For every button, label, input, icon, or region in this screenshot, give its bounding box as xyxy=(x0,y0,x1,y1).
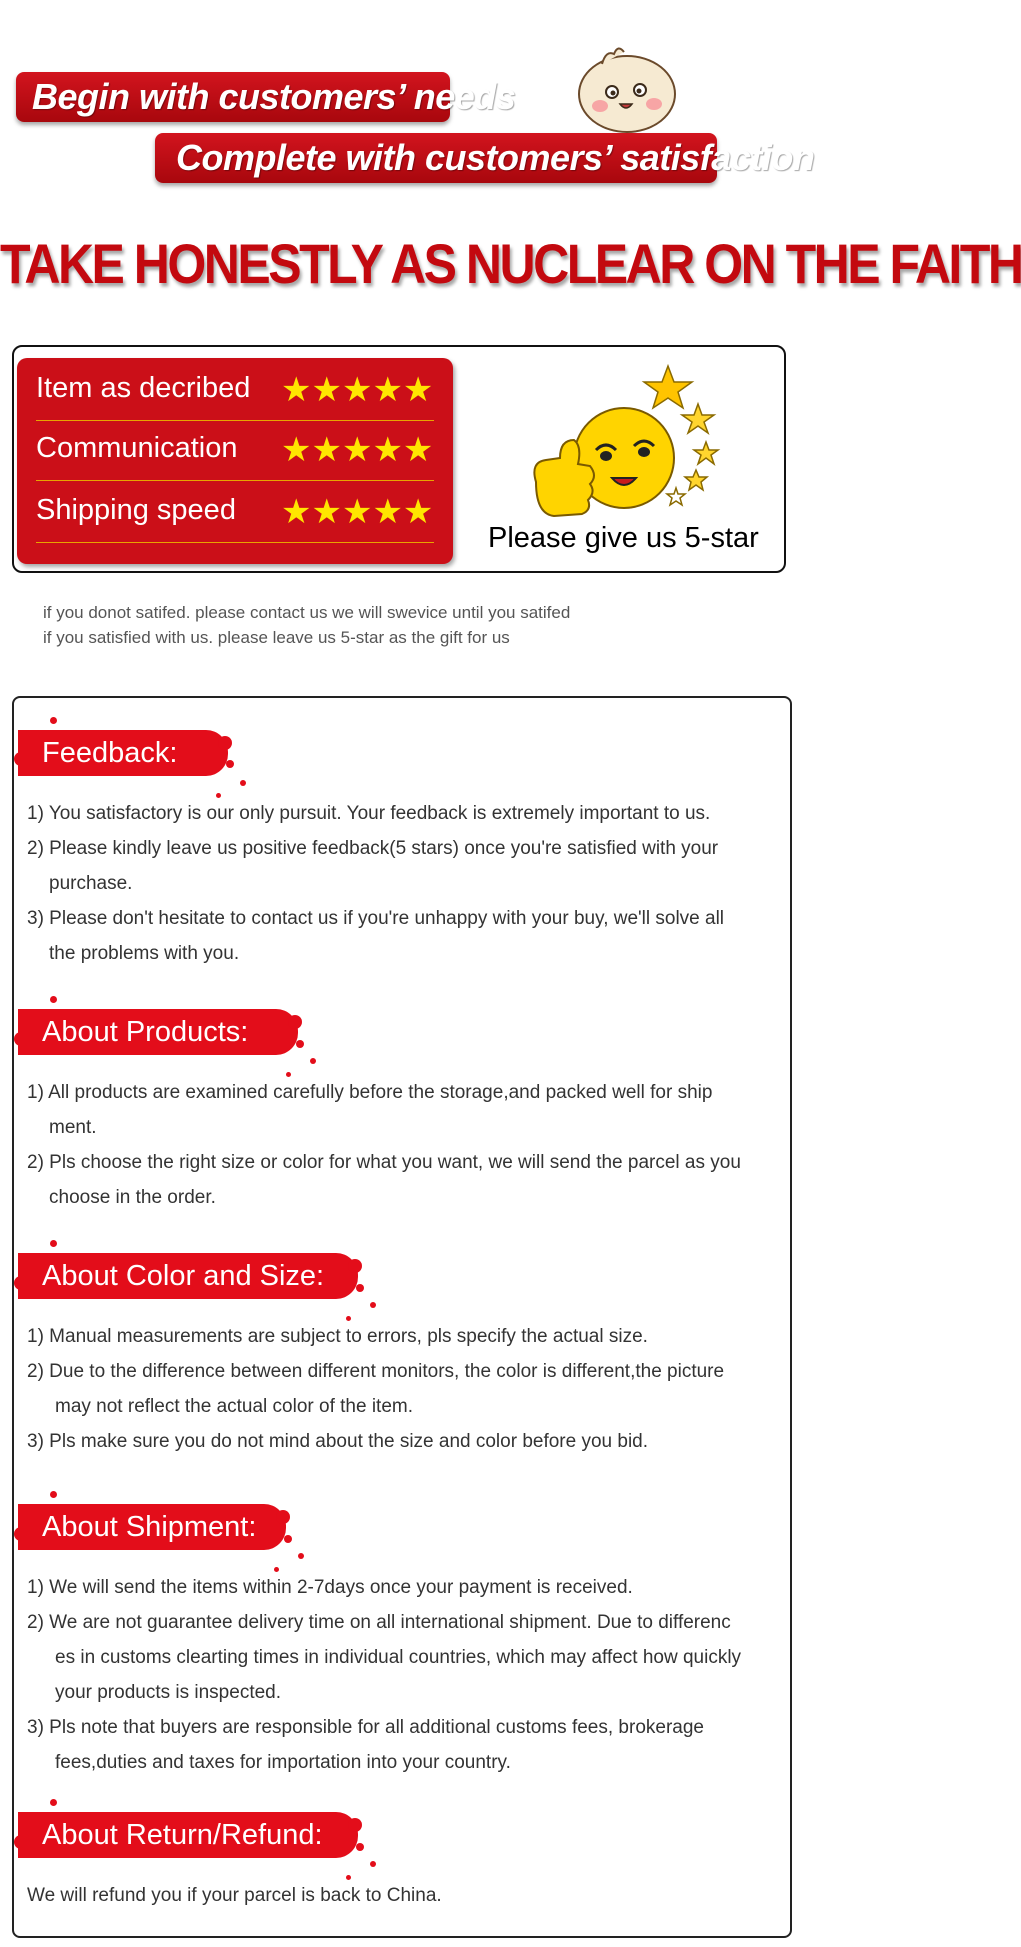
color-size-line: 2) Due to the difference between different monitors, the color is different,the picture xyxy=(27,1361,725,1382)
paint-splat xyxy=(310,1058,316,1064)
feedback-line: the problems with you. xyxy=(49,943,240,964)
feedback-line: purchase. xyxy=(49,873,133,894)
paint-splat xyxy=(274,1567,279,1572)
rating-row-item-described xyxy=(36,362,434,421)
paint-splat xyxy=(288,1015,302,1029)
paint-splat xyxy=(346,1875,351,1880)
banner-customers-needs: Begin with customers’ needs xyxy=(16,72,450,122)
paint-splat xyxy=(370,1861,376,1867)
paint-splat xyxy=(50,1799,57,1806)
feedback-line: 1) You satisfactory is our only pursuit. Your feedback is extremely important to us. xyxy=(27,803,711,824)
paint-splat xyxy=(370,1302,376,1308)
shipment-line: fees,duties and taxes for importation into your country. xyxy=(55,1752,511,1773)
paint-splat xyxy=(50,717,57,724)
paint-splat xyxy=(356,1284,364,1292)
shipment-line: 1) We will send the items within 2-7days once your payment is received. xyxy=(27,1577,633,1598)
star-rating-icon: ★★★★★ xyxy=(281,371,434,409)
rating-row-shipping-speed xyxy=(36,484,434,543)
shipment-line: 2) We are not guarantee delivery time on all international shipment. Due to differenc xyxy=(27,1612,731,1633)
feedback-line: 3) Please don't hesitate to contact us if you're unhappy with your buy, we'll solve all xyxy=(27,908,725,929)
paint-splat xyxy=(346,1316,351,1321)
note-line: if you donot satifed. please contact us we will swevice until you satifed xyxy=(43,603,571,622)
paint-splat xyxy=(348,1259,362,1273)
shipment-line: your products is inspected. xyxy=(55,1682,282,1703)
dumpling-mascot-icon xyxy=(572,42,682,134)
banner-customers-satisfaction: Complete with customers’ satisfaction xyxy=(155,133,717,183)
paint-splat xyxy=(50,1491,57,1498)
rating-label: Item as decribed xyxy=(36,372,251,404)
section-tag-about-products: About Products: xyxy=(18,1009,298,1055)
color-size-line: 3) Pls make sure you do not mind about the size and color before you bid. xyxy=(27,1431,649,1452)
rating-panel xyxy=(17,358,453,564)
paint-splat xyxy=(296,1040,304,1048)
products-line: 1) All products are examined carefully before the storage,and packed well for ship xyxy=(27,1082,713,1103)
paint-splat xyxy=(284,1535,292,1543)
rating-label: Communication xyxy=(36,432,238,464)
thumbs-up-smiley-icon xyxy=(526,360,732,520)
rating-label: Shipping speed xyxy=(36,494,236,526)
paint-splat xyxy=(298,1553,304,1559)
paint-splat xyxy=(356,1843,364,1851)
shipment-line: 3) Pls note that buyers are responsible for all additional customs fees, brokerage xyxy=(27,1717,704,1738)
paint-splat xyxy=(240,780,246,786)
paint-splat xyxy=(348,1818,362,1832)
color-size-line: 1) Manual measurements are subject to errors, pls specify the actual size. xyxy=(27,1326,648,1347)
paint-splat xyxy=(216,793,221,798)
refund-line: We will refund you if your parcel is back to China. xyxy=(27,1885,442,1906)
section-tag-about-shipment: About Shipment: xyxy=(18,1504,286,1550)
paint-splat xyxy=(218,736,232,750)
headline: TAKE HONESTLY AS NUCLEAR ON THE FAITH xyxy=(0,232,1021,296)
products-line: 2) Pls choose the right size or color for what you want, we will send the parcel as you xyxy=(27,1152,741,1173)
paint-splat xyxy=(226,760,234,768)
rating-row-communication xyxy=(36,422,434,481)
color-size-line: may not reflect the actual color of the item. xyxy=(55,1396,414,1417)
section-tag-feedback: Feedback: xyxy=(18,730,228,776)
products-line: choose in the order. xyxy=(49,1187,216,1208)
star-rating-icon: ★★★★★ xyxy=(281,431,434,469)
products-line: ment. xyxy=(49,1117,97,1138)
paint-splat xyxy=(286,1072,291,1077)
section-tag-about-color-size: About Color and Size: xyxy=(18,1253,358,1299)
paint-splat xyxy=(50,1240,57,1247)
paint-splat xyxy=(276,1510,290,1524)
star-rating-icon: ★★★★★ xyxy=(281,493,434,531)
feedback-line: 2) Please kindly leave us positive feedback(5 stars) once you're satisfied with your xyxy=(27,838,719,859)
shipment-line: es in customs clearting times in individual countries, which may affect how quickly xyxy=(55,1647,742,1668)
paint-splat xyxy=(50,996,57,1003)
note-line: if you satisfied with us. please leave us 5-star as the gift for us xyxy=(43,628,510,647)
section-tag-about-return-refund: About Return/Refund: xyxy=(18,1812,358,1858)
give-five-star-text: Please give us 5-star xyxy=(488,522,759,554)
